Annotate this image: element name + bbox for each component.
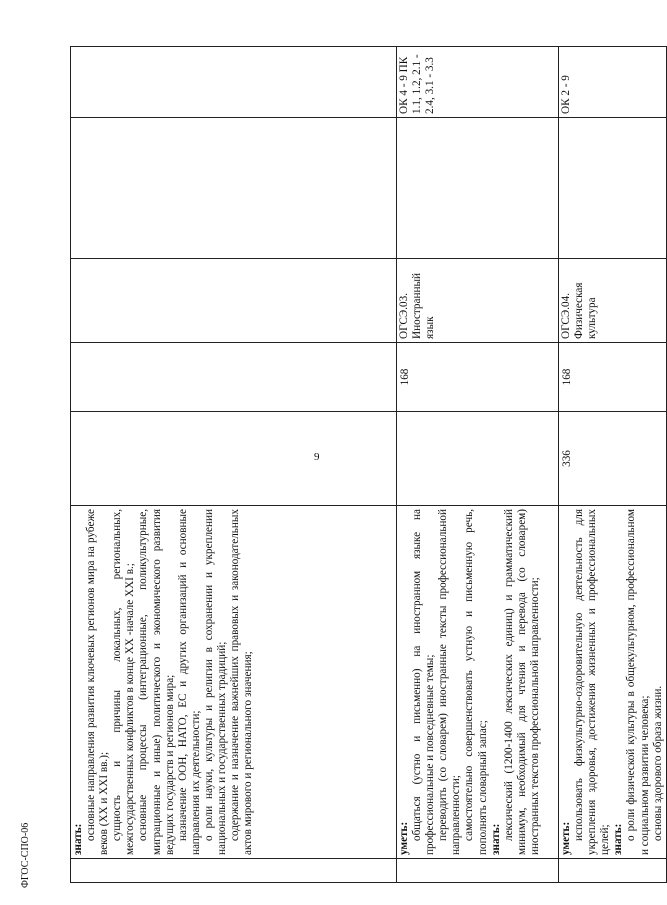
competencies-cell [71, 47, 397, 118]
code-cell [559, 859, 667, 883]
content-line: назначение ООН, НАТО, ЕС и других организаций и основные направления их деятельности; [176, 509, 202, 855]
hours-cell: 168 [397, 343, 559, 412]
section-label: уметь: [560, 821, 572, 855]
content-cell [559, 506, 667, 859]
hours-cell [71, 343, 397, 412]
table-row [559, 47, 667, 883]
discipline-cell [71, 259, 397, 343]
content-line: основы здорового образа жизни. [651, 685, 664, 841]
content-cell [397, 506, 559, 859]
code-cell [397, 859, 559, 883]
code-cell [71, 859, 397, 883]
section-label: знать: [489, 823, 502, 855]
content-line: лексический (1200-1400 лексических единиц) и грамматический минимум, необходимый для чтения и перевода (со словарем) иностранных текстов профессиональной направленности; [502, 509, 541, 855]
competencies-cell: ОК 2 - 9 [559, 47, 667, 118]
competencies-cell: ОК 4 - 9 ПК 1.1, 1.2, 2.1 - 2.4, 3.1 - 3.3 [397, 47, 559, 118]
empty-cell [559, 118, 667, 259]
content-line: самостоятельно совершенствовать устную и письменную речь, пополнять словарный запас; [463, 509, 489, 855]
standards-table [70, 46, 667, 883]
total-hours-cell [397, 412, 559, 506]
total-hours-cell [71, 412, 397, 506]
hours-cell: 168 [559, 343, 667, 412]
discipline-cell: ОГСЭ.03. Иностранный язык [397, 259, 559, 343]
empty-cell [71, 118, 397, 259]
content-cell [71, 506, 397, 859]
content-line: переводить (со словарем) иностранные тексты профессиональной направленности; [437, 509, 463, 855]
content-line: использовать физкультурно-оздоровительную деятельность для укрепления здоровья, достижения жизненных и профессиональных целей; [573, 509, 612, 855]
content-line: основные процессы (интеграционные, поликультурные, миграционные и иные) политического и экономического развития ведущих государств и регионов мира; [137, 509, 176, 855]
content-line: содержание и назначение важнейших правовых и законодательных актов мирового и регионального значения; [229, 509, 255, 855]
content-line: о роли физической культуры в общекультурном, профессиональном и социальном развитии человека; [625, 509, 651, 855]
page-number: 9 [314, 451, 320, 463]
discipline-cell: ОГСЭ.04. Физическая культура [559, 259, 667, 343]
document-code: ФГОС-СПО-06 [20, 822, 31, 888]
section-label: уметь: [398, 821, 410, 855]
section-label: знать: [612, 823, 625, 855]
total-hours-cell: 336 [559, 412, 667, 506]
content-line: о роли науки, культуры и религии в сохранении и укреплении национальных и государственных традиций; [202, 509, 229, 855]
table-row [71, 47, 397, 883]
landscape-table-sheet [70, 47, 664, 883]
table-row [397, 47, 559, 883]
content-line: сущность и причины локальных, региональных, межгосударственных конфликтов в конце XX -начале XXI в.; [111, 509, 137, 855]
content-line: основные направления развития ключевых регионов мира на рубеже веков (XX и XXI вв.); [85, 509, 111, 855]
section-label: знать: [72, 823, 84, 855]
empty-cell [397, 118, 559, 259]
content-line: общаться (устно и письменно) на иностранном языке на профессиональные и повседневные темы; [411, 509, 437, 855]
